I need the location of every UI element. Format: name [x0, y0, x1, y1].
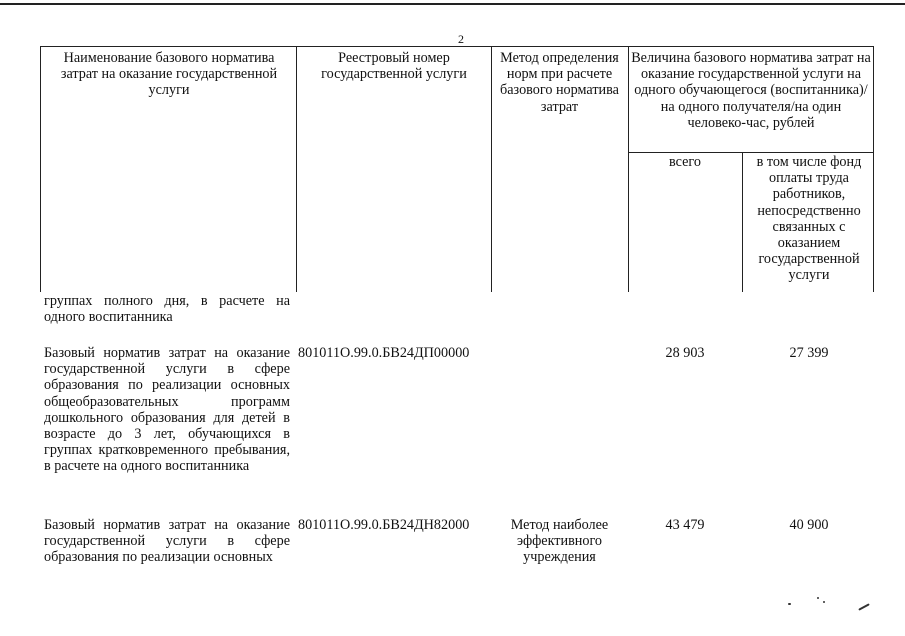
- header-value-group: Величина базового норматива затрат на оказание государственной услуги на одного обучающегося (воспитанника)/на одного получателя/на один человеко-час, рублей: [631, 50, 871, 131]
- header-subdivider: [628, 152, 874, 153]
- table-left-border: [40, 46, 41, 292]
- row-2-name: Базовый норматив затрат на оказание государственной услуги в сфере образования по реализации основных: [44, 517, 290, 566]
- header-method: Метод определения норм при расчете базового норматива затрат: [500, 50, 619, 115]
- scan-speck: [858, 603, 870, 610]
- table-right-border: [873, 46, 874, 292]
- row-2-total: 43 479: [665, 517, 705, 533]
- table-top-border: [40, 46, 874, 47]
- row-2-payroll: 40 900: [789, 517, 829, 533]
- column-divider-4: [742, 152, 743, 292]
- scan-speck: [817, 597, 819, 599]
- header-registry-number: Реестровый номер государственной услуги: [321, 50, 467, 83]
- header-payroll: в том числе фонд оплаты труда работников, непосредственно связанных с оказанием государственной услуги: [756, 154, 862, 284]
- header-name: Наименование базового норматива затрат на оказание государственной услуги: [60, 50, 278, 99]
- page-number: 2: [458, 32, 464, 46]
- row-1-total: 28 903: [665, 345, 705, 361]
- row-0-name: группах полного дня, в расчете на одного воспитанника: [44, 293, 290, 326]
- row-1-payroll: 27 399: [789, 345, 829, 361]
- row-2-method: Метод наиболее эффективного учреждения: [510, 517, 609, 566]
- scan-speck: [788, 603, 791, 605]
- row-1-registry-number: 801011О.99.0.БВ24ДП00000: [298, 345, 470, 361]
- column-divider-3: [628, 46, 629, 292]
- column-divider-2: [491, 46, 492, 292]
- top-rule: [0, 3, 905, 5]
- column-divider-1: [296, 46, 297, 292]
- scan-speck: [823, 601, 825, 603]
- header-total: всего: [669, 154, 701, 170]
- row-2-registry-number: 801011О.99.0.БВ24ДН82000: [298, 517, 470, 533]
- row-1-name: Базовый норматив затрат на оказание государственной услуги в сфере образования по реализации основных общеобразовательных программ дошкольного образования для детей в возрасте до 3 лет, обучающихся в группах кратковременного пребывания, в расчете на одного воспитанника: [44, 345, 290, 475]
